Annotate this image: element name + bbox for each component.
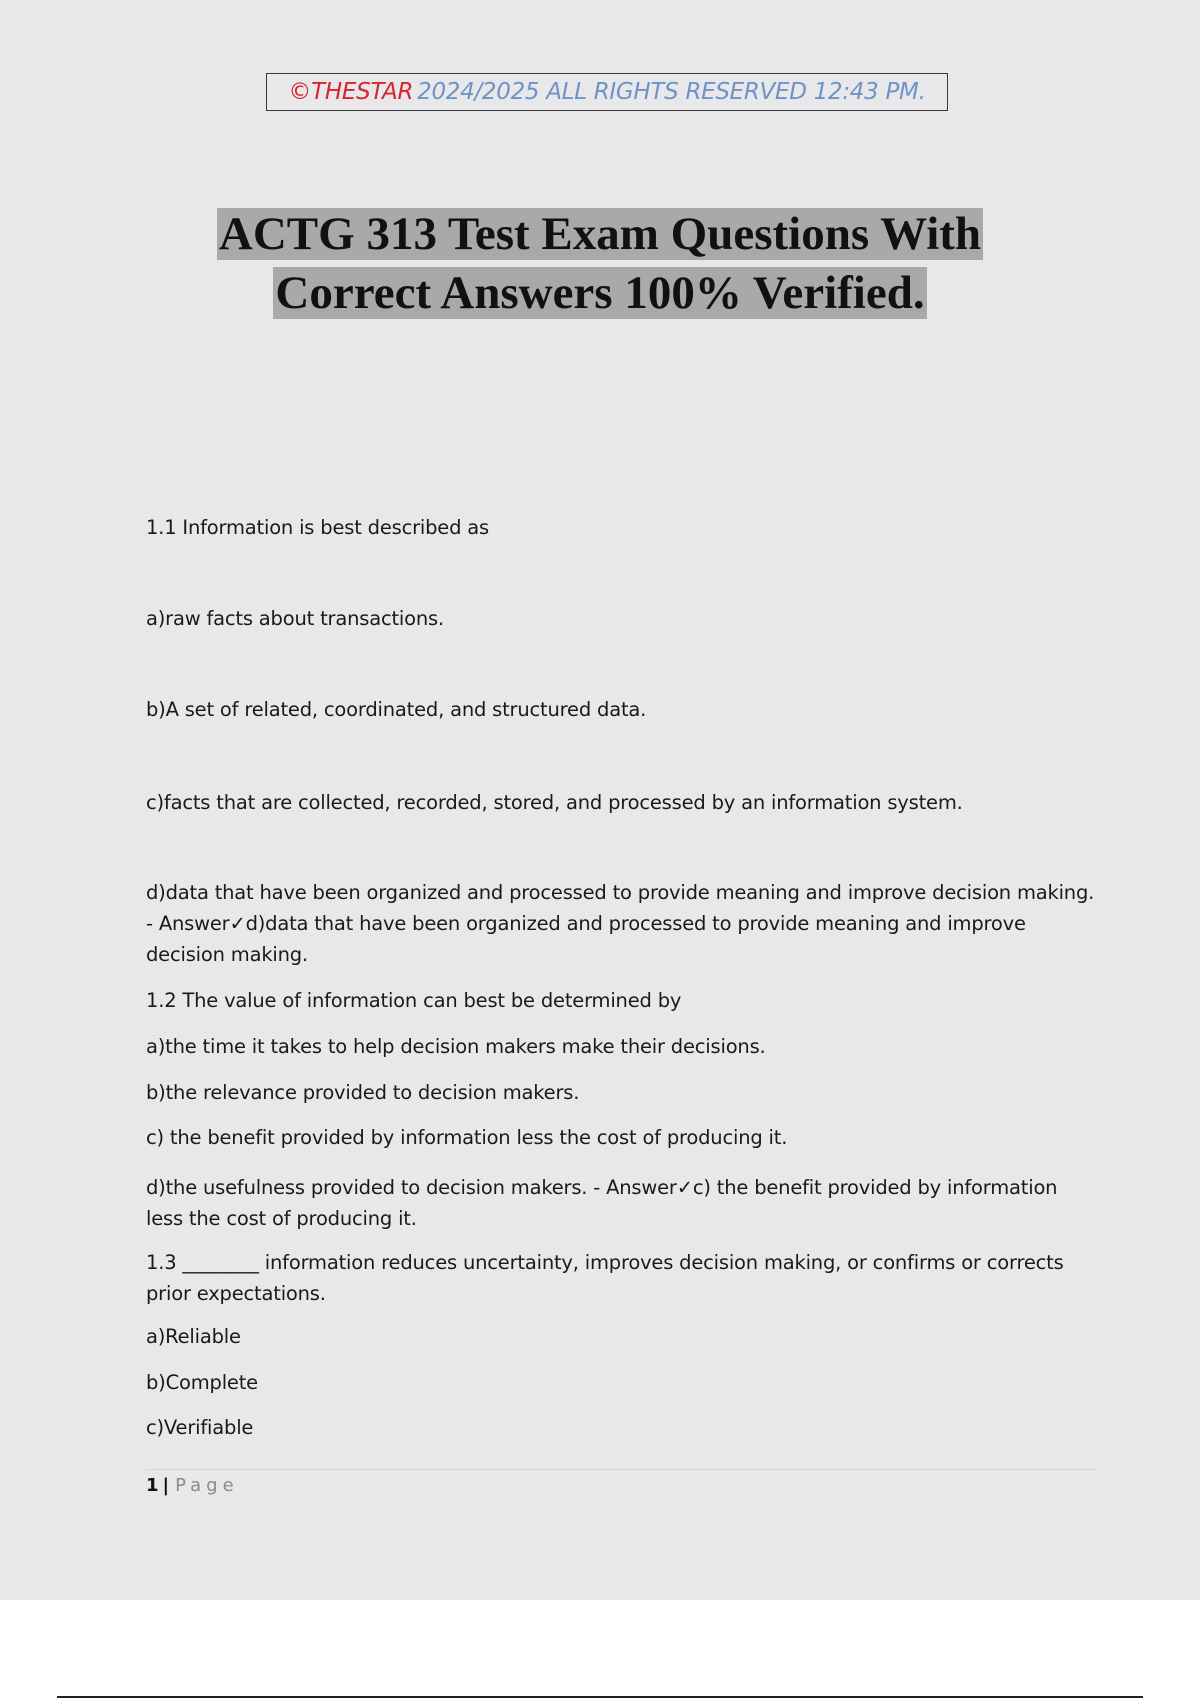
bottom-divider <box>57 1696 1143 1698</box>
question-2-option-a: a)the time it takes to help decision makers make their decisions. <box>146 1035 766 1058</box>
page-number: 1 <box>146 1475 159 1496</box>
question-1-option-d-answer: d)data that have been organized and processed to provide meaning and improve decision making. - Answer✓d)data that have been organized and processed to provide meaning and improve decision making. <box>146 881 1095 966</box>
copyright-brand: ©THESTAR <box>288 79 414 105</box>
footer-divider <box>146 1469 1096 1470</box>
question-3-option-b: b)Complete <box>146 1371 258 1394</box>
page-label: Page <box>175 1475 239 1496</box>
title-line-1: ACTG 313 Test Exam Questions With <box>218 208 982 260</box>
copyright-text: 2024/2025 ALL RIGHTS RESERVED 12:43 PM. <box>417 79 926 105</box>
question-2-option-b: b)the relevance provided to decision makers. <box>146 1081 580 1104</box>
copyright-banner <box>266 73 948 111</box>
page-footer <box>146 1472 239 1500</box>
page-separator: | <box>162 1475 170 1496</box>
document-title <box>0 205 1200 323</box>
question-3-option-a: a)Reliable <box>146 1325 241 1348</box>
question-2-option-c: c) the benefit provided by information less the cost of producing it. <box>146 1126 788 1149</box>
title-line-2: Correct Answers 100% Verified. <box>275 267 925 319</box>
question-1-option-b: b)A set of related, coordinated, and structured data. <box>146 698 647 721</box>
question-2: 1.2 The value of information can best be determined by <box>146 989 682 1012</box>
question-2-option-d-answer: d)the usefulness provided to decision makers. - Answer✓c) the benefit provided by information less the cost of producing it. <box>146 1176 1058 1230</box>
question-1-option-a: a)raw facts about transactions. <box>146 607 444 630</box>
question-1-option-c: c)facts that are collected, recorded, stored, and processed by an information system. <box>146 791 963 814</box>
question-3-option-c: c)Verifiable <box>146 1416 254 1439</box>
question-1: 1.1 Information is best described as <box>146 516 489 539</box>
question-3: 1.3 ________ information reduces uncertainty, improves decision making, or confirms or corrects prior expectations. <box>146 1251 1064 1305</box>
